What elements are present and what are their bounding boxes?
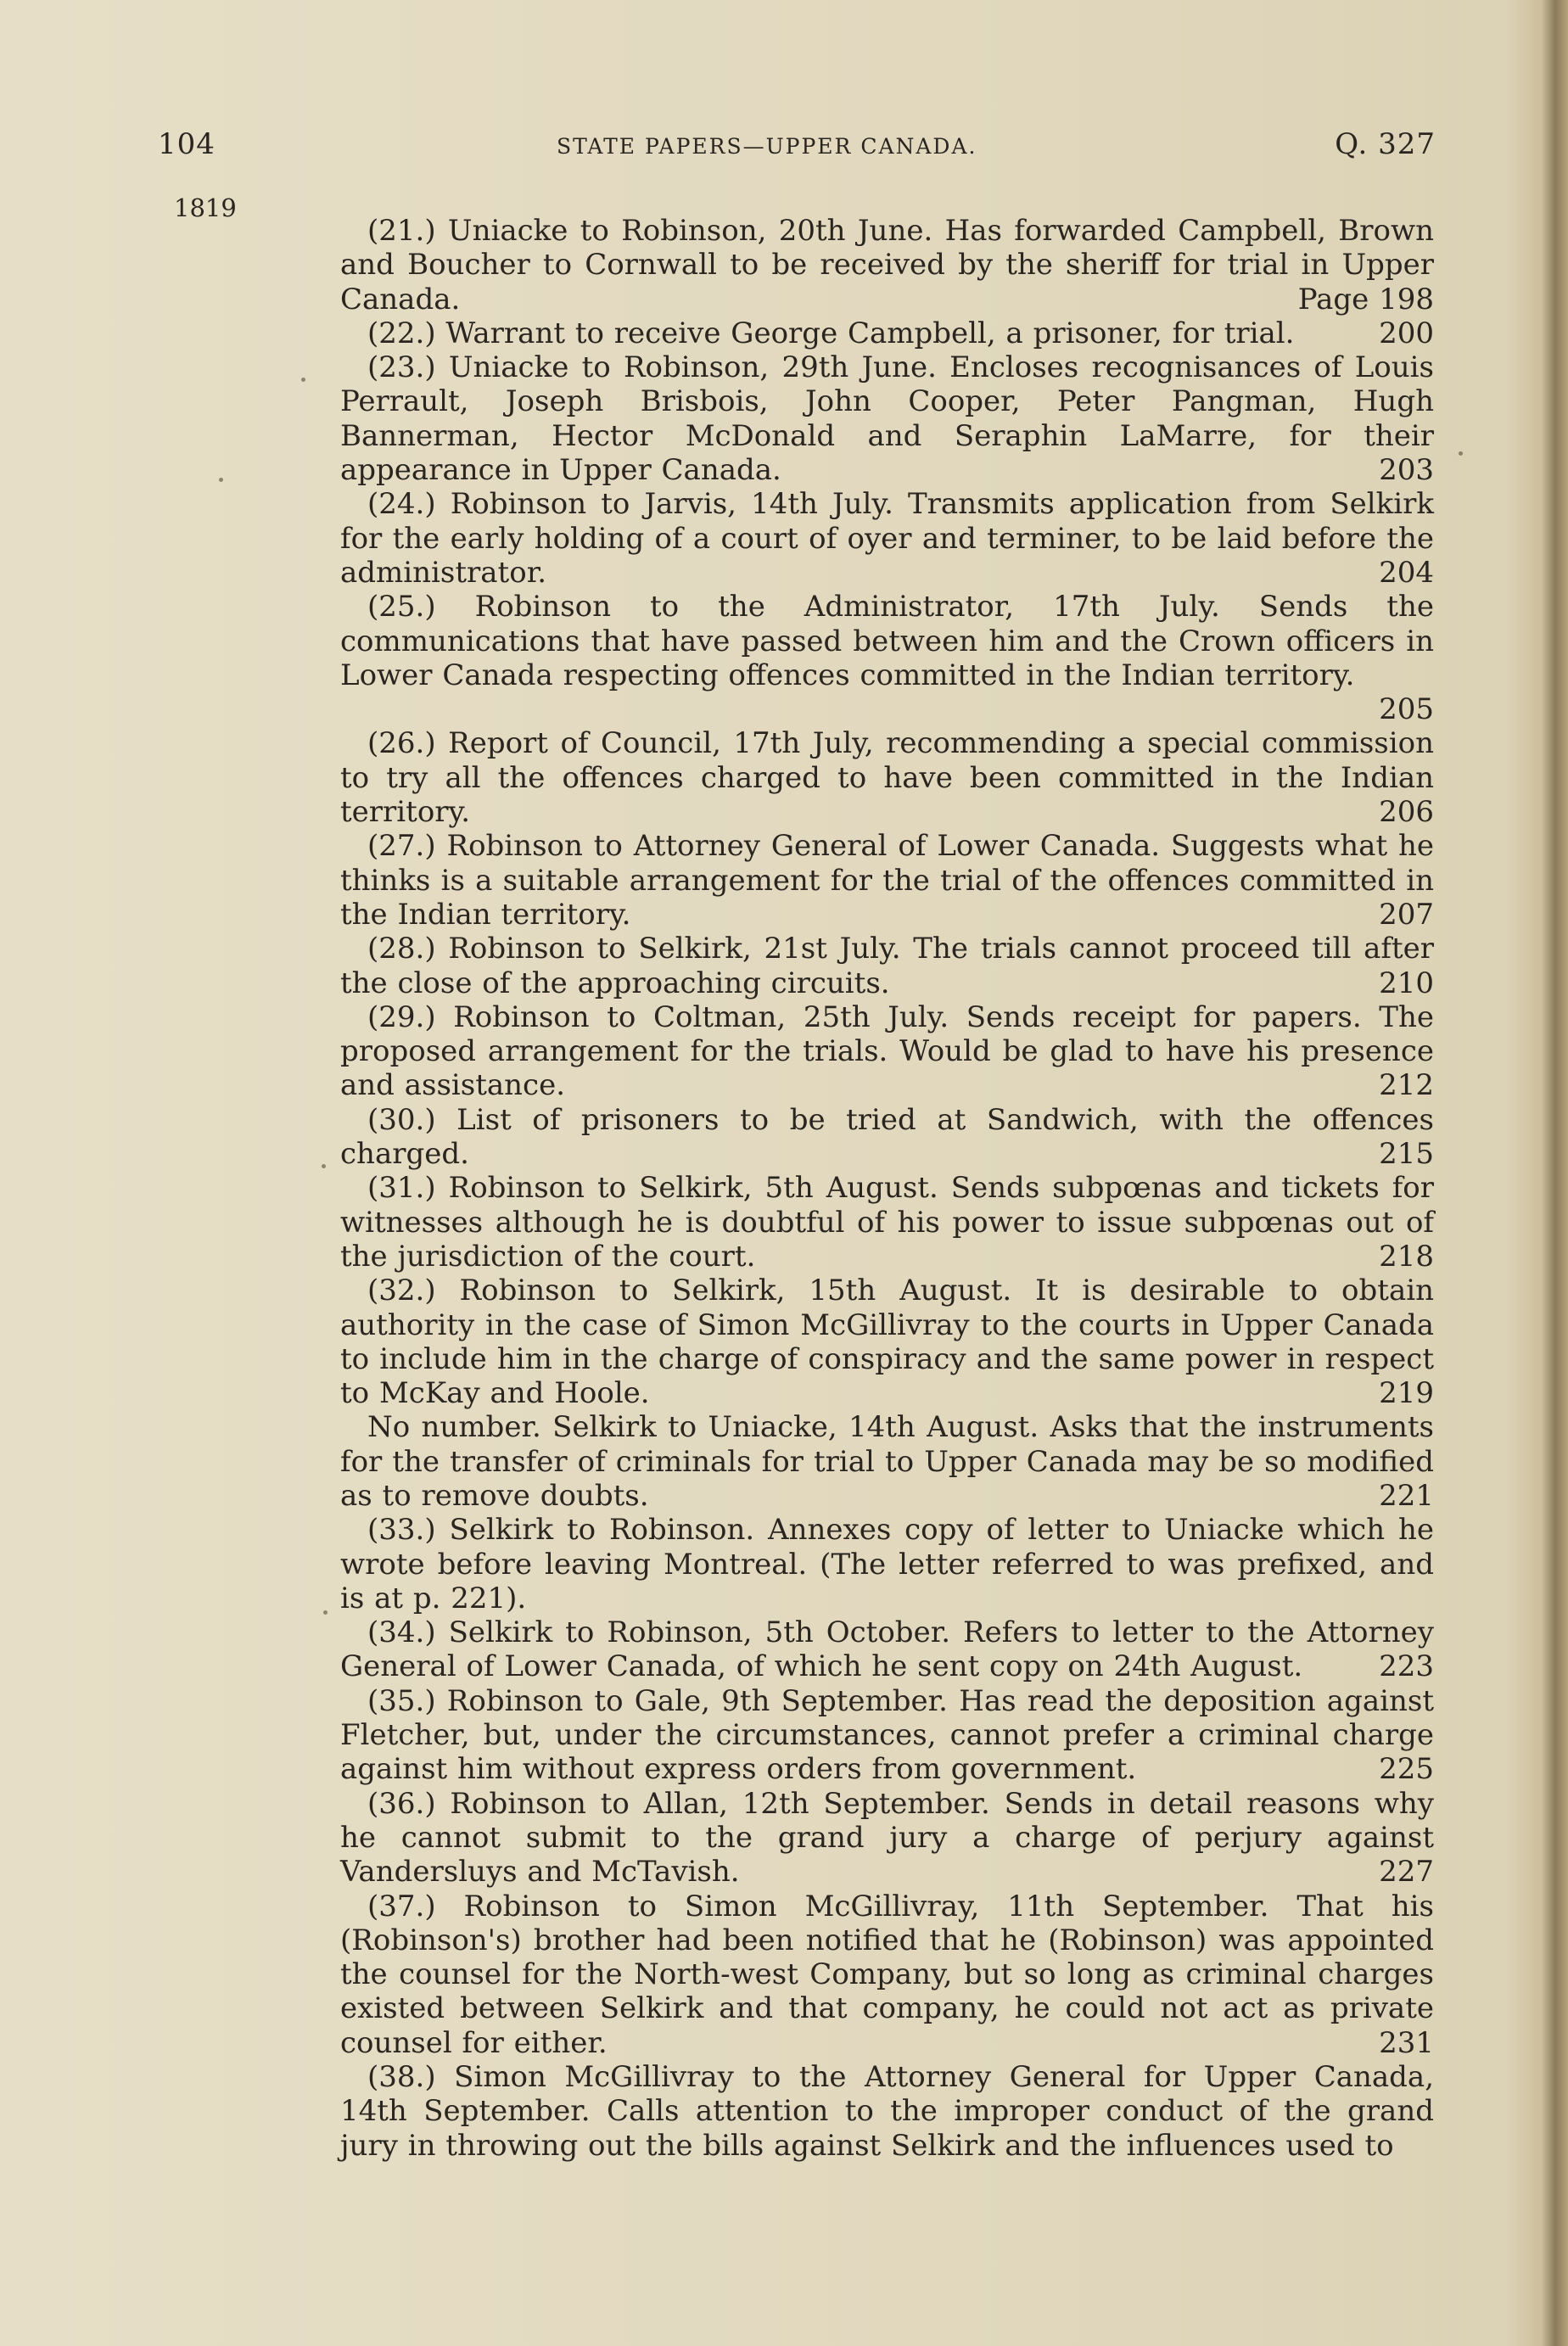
entry-31: (31.) Robinson to Selkirk, 5th August. Sends subpœnas and tickets for witnesses although he is doubtful of his power to issue subpœnas out of the jurisdiction of the court. 218 xyxy=(340,1171,1434,1274)
entry-21: (21.) Uniacke to Robinson, 20th June. Has forwarded Campbell, Brown and Boucher to Cornwall to be received by the sheriff for trial in Upper Canada. Page 198 xyxy=(340,214,1434,316)
entry-32: (32.) Robinson to Selkirk, 15th August. It is desirable to obtain authority in the case of Simon McGillivray to the courts in Upper Canada to include him in the charge of conspiracy and the same power in respect to McKay and Hoole. 219 xyxy=(340,1274,1434,1411)
entry-page-ref: 203 xyxy=(1379,453,1434,488)
entry-page-ref: 206 xyxy=(1379,795,1434,830)
entry-page-ref: 227 xyxy=(1379,1855,1434,1890)
entry-25: (25.) Robinson to the Administrator, 17th July. Sends the communications that have passed between him and the Crown officers in Lower Canada respecting offences committed in the Indian territory. 205 xyxy=(340,590,1434,727)
entry-page-ref: 225 xyxy=(1379,1752,1434,1787)
entry-36: (36.) Robinson to Allan, 12th September. Sends in detail reasons why he cannot submit to the grand jury a charge of perjury against Vandersluys and McTavish. 227 xyxy=(340,1786,1434,1890)
entry-page-ref: 204 xyxy=(1379,555,1434,590)
entry-page-ref: 218 xyxy=(1379,1239,1434,1274)
entry-page-ref: 200 xyxy=(1379,316,1434,350)
entry-page-ref: 221 xyxy=(1379,1478,1434,1513)
entry-page-ref: 205 xyxy=(1379,692,1434,727)
entry-22: (22.) Warrant to receive George Campbell, a prisoner, for trial. 200 xyxy=(367,316,1434,350)
entry-page-ref: 215 xyxy=(1379,1137,1434,1172)
entry-no-number: No number. Selkirk to Uniacke, 14th August. Asks that the instruments for the transfer of criminals for trial to Upper Canada may be so modified as to remove doubts. 221 xyxy=(340,1410,1434,1513)
document-body xyxy=(340,214,1434,2163)
reference-number: Q. 327 xyxy=(1335,127,1436,161)
entry-28: (28.) Robinson to Selkirk, 21st July. The trials cannot proceed till after the close of the approaching circuits. 210 xyxy=(340,932,1434,1000)
entry-35: (35.) Robinson to Gale, 9th September. Has read the deposition against Fletcher, but, under the circumstances, cannot prefer a criminal charge against him without express orders from government. 225 xyxy=(340,1683,1434,1787)
entry-26: (26.) Report of Council, 17th July, recommending a special commission to try all the offences charged to have been committed in the Indian territory. 206 xyxy=(340,726,1434,830)
entry-24: (24.) Robinson to Jarvis, 14th July. Transmits application from Selkirk for the early holding of a court of oyer and terminer, to be laid before the administrator. 204 xyxy=(340,487,1434,590)
paper-speck xyxy=(1459,451,1463,456)
entry-page-ref: 231 xyxy=(1379,2025,1434,2060)
entry-page-ref: 207 xyxy=(1379,897,1434,932)
margin-year: 1819 xyxy=(174,193,237,222)
paper-speck xyxy=(301,378,305,382)
entry-page-ref: 219 xyxy=(1379,1376,1434,1411)
running-title: STATE PAPERS—UPPER CANADA. xyxy=(557,134,977,159)
entry-37: (37.) Robinson to Simon McGillivray, 11th September. That his (Robinson's) brother had been notified that he (Robinson) was appointed the counsel for the North-west Company, but so long as criminal charges existed between Selkirk and that company, he could not act as private counsel for either. 231 xyxy=(340,1889,1434,2060)
page-number: 104 xyxy=(158,127,216,161)
entry-33: (33.) Selkirk to Robinson. Annexes copy of letter to Uniacke which he wrote before leaving Montreal. (The letter referred to was prefixed, and is at p. 221). xyxy=(340,1513,1434,1615)
paper-speck xyxy=(323,1610,328,1615)
entry-34: (34.) Selkirk to Robinson, 5th October. Refers to letter to the Attorney General of Lower Canada, of which he sent copy on 24th August. 223 xyxy=(340,1615,1434,1684)
entry-29: (29.) Robinson to Coltman, 25th July. Sends receipt for papers. The proposed arrangement for the trials. Would be glad to have his presence and assistance. 212 xyxy=(340,999,1434,1103)
entry-30: (30.) List of prisoners to be tried at Sandwich, with the offences charged. 215 xyxy=(340,1102,1434,1172)
page-header xyxy=(158,127,1436,170)
paper-speck xyxy=(219,478,223,482)
paper-speck xyxy=(322,1164,326,1168)
entry-page-ref: Page 198 xyxy=(1297,282,1434,316)
entry-23: (23.) Uniacke to Robinson, 29th June. Encloses recognisances of Louis Perrault, Joseph Brisbois, John Cooper, Peter Pangman, Hugh Bannerman, Hector McDonald and Seraphin LaMarre, for their appearance in Upper Canada. 203 xyxy=(340,350,1434,488)
entry-page-ref: 212 xyxy=(1379,1068,1434,1103)
entry-38: (38.) Simon McGillivray to the Attorney General for Upper Canada, 14th September. Calls attention to the improper conduct of the grand jury in throwing out the bills against Selkirk and the influences used to xyxy=(340,2060,1434,2163)
entry-page-ref: 210 xyxy=(1379,966,1434,1000)
entry-27: (27.) Robinson to Attorney General of Lower Canada. Suggests what he thinks is a suitable arrangement for the trial of the offences committed in the Indian territory. 207 xyxy=(340,829,1434,932)
entry-page-ref: 223 xyxy=(1379,1649,1434,1684)
